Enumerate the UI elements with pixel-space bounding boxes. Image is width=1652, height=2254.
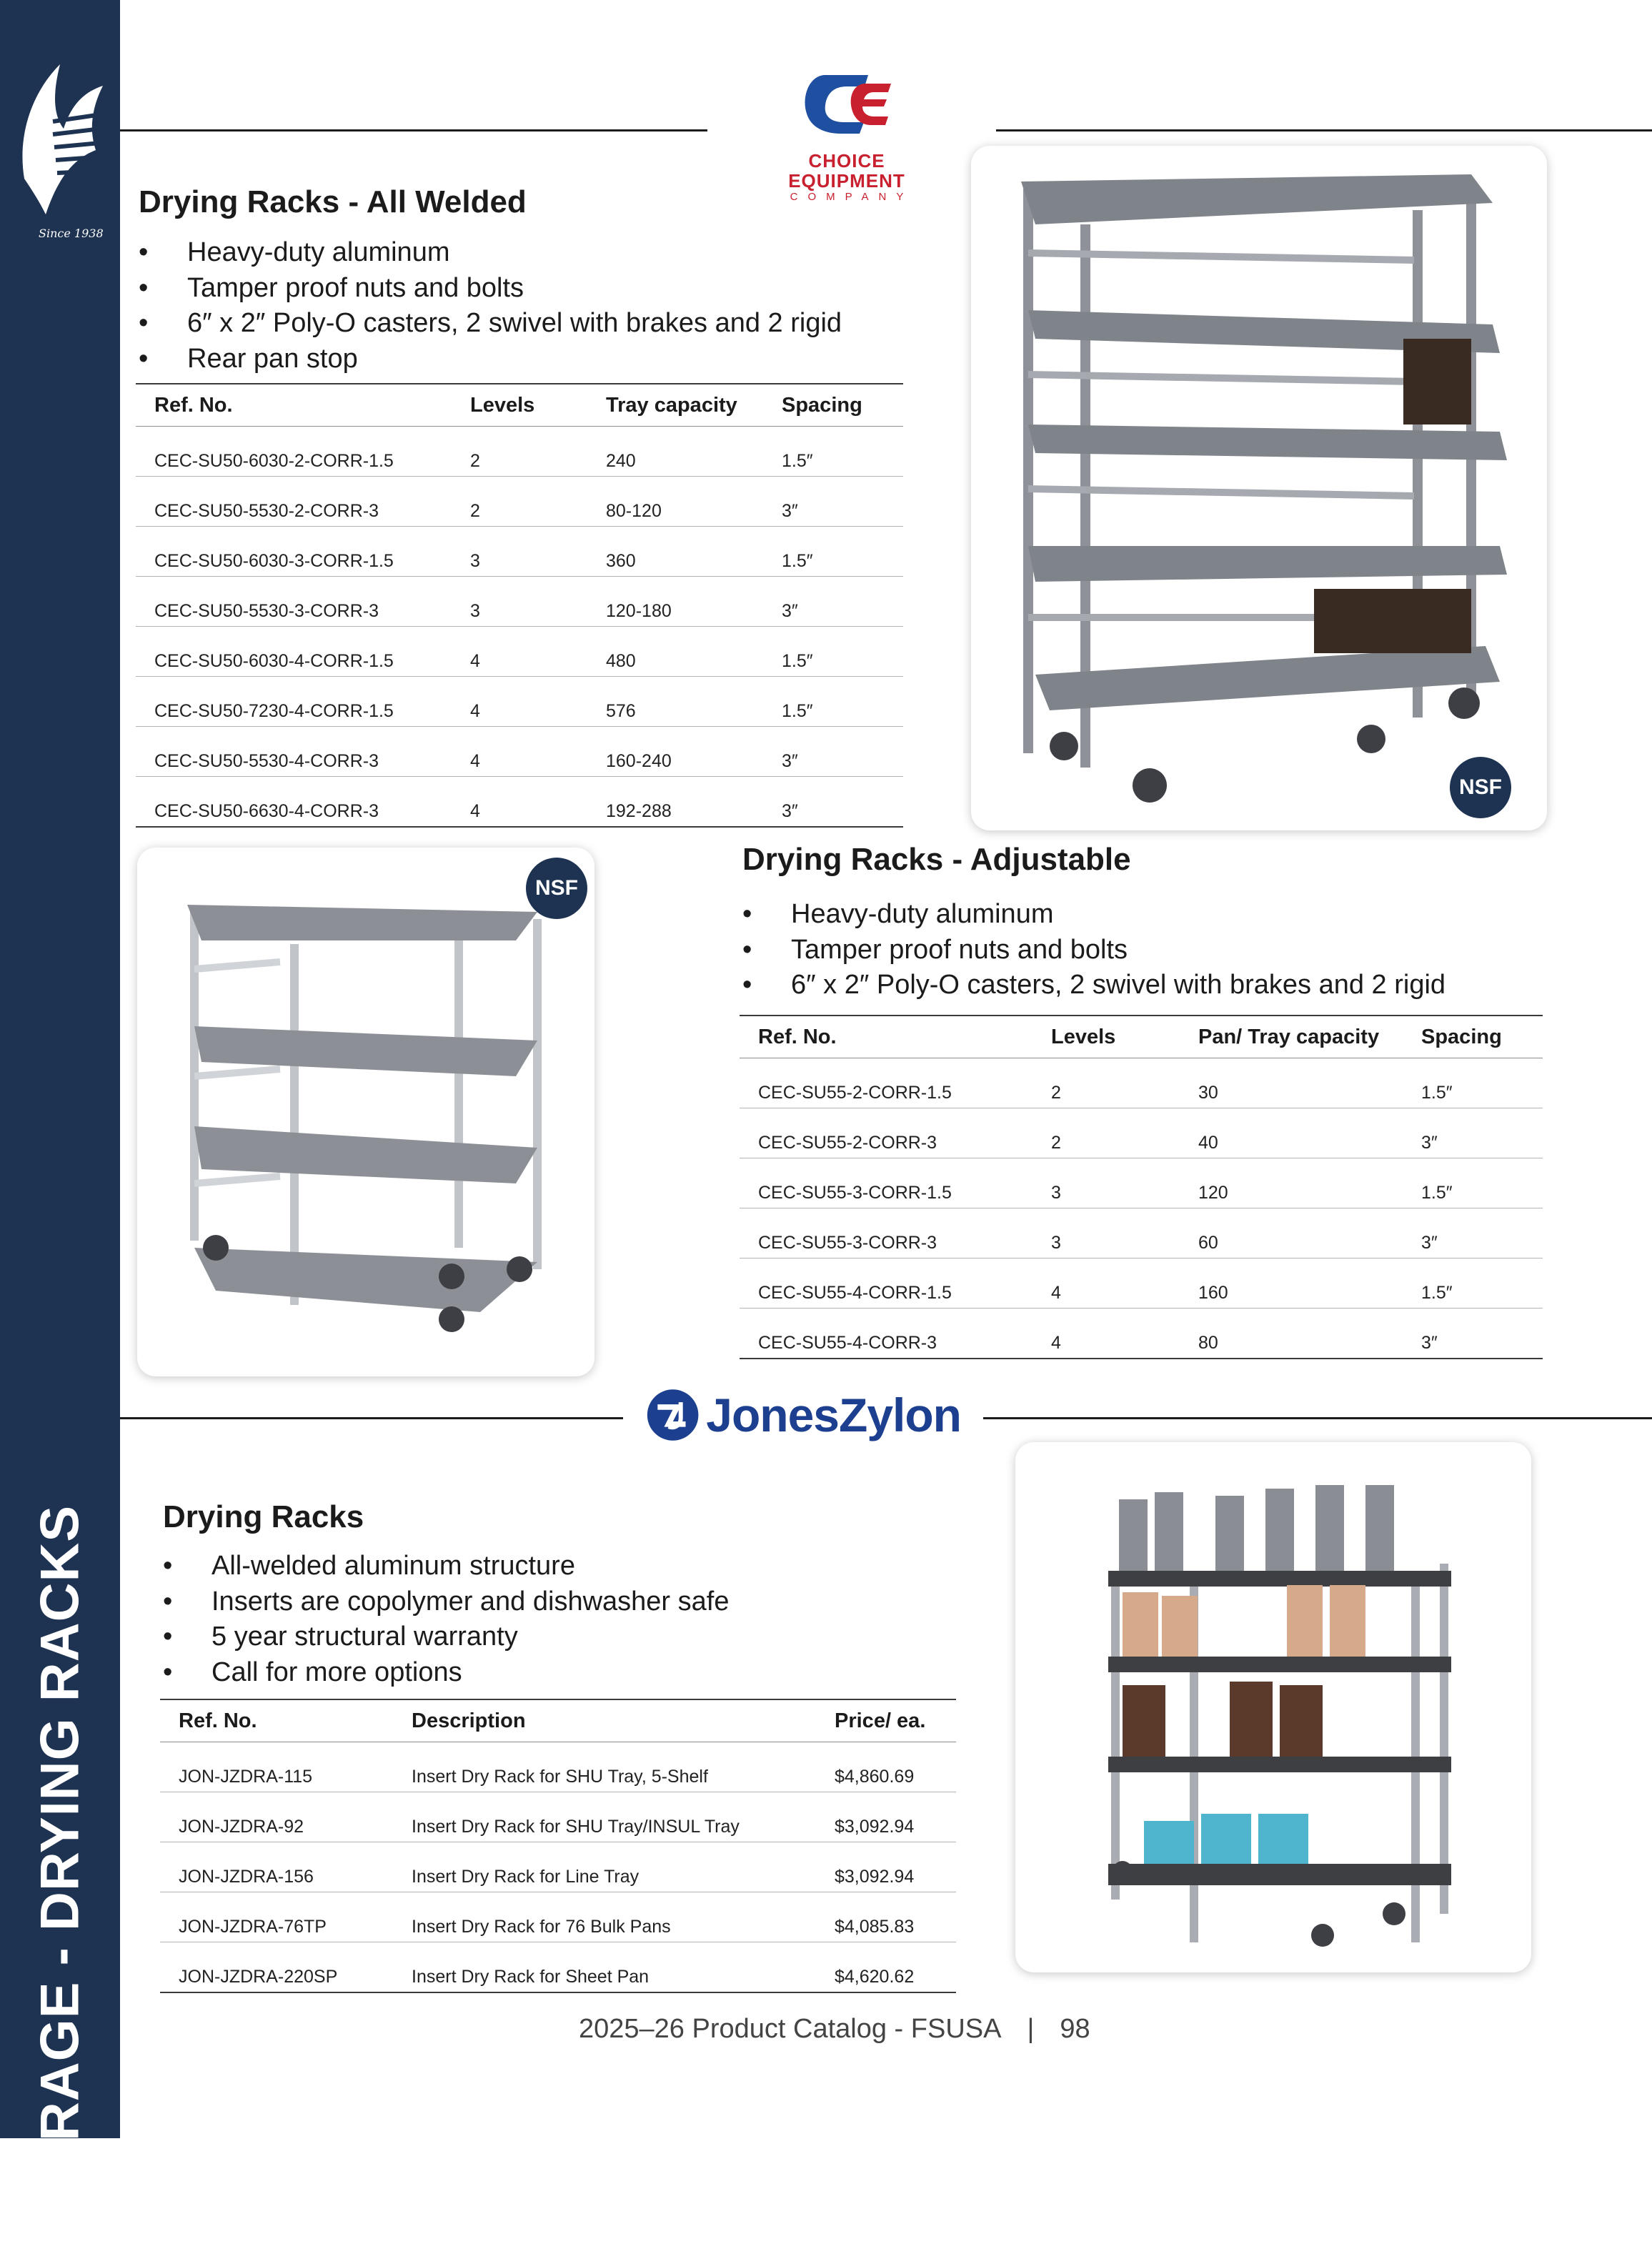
cell: 160 (1180, 1258, 1403, 1309)
table-row (136, 627, 903, 677)
cell: 40 (1180, 1108, 1403, 1158)
cell: Insert Dry Rack for SHU Tray, 5-Shelf (393, 1742, 816, 1792)
cell: 3 (452, 577, 587, 627)
sidebar (0, 0, 120, 2254)
logo-script: Since 1938 (39, 227, 104, 240)
cell: 3″ (1403, 1208, 1543, 1258)
column-header: Levels (452, 384, 587, 427)
cell: JON-JZDRA-92 (160, 1792, 393, 1842)
cell: CEC-SU50-5530-3-CORR-3 (136, 577, 452, 627)
table-row (740, 1108, 1543, 1158)
column-header: Spacing (1403, 1016, 1543, 1058)
cell: 360 (587, 527, 763, 577)
cell: 1.5″ (763, 677, 903, 727)
cell: 3 (1032, 1208, 1180, 1258)
cell: $4,620.62 (835, 1967, 915, 1987)
cell: 120-180 (587, 577, 763, 627)
cell: 240 (587, 427, 763, 477)
table-row (160, 1792, 956, 1842)
column-header: Ref. No. (136, 384, 452, 427)
cell: 3″ (1421, 1333, 1438, 1353)
column-header: Levels (1032, 1016, 1180, 1058)
cell: $4,860.69 (816, 1742, 956, 1792)
cell: JON-JZDRA-220SP (179, 1967, 338, 1987)
list-item: • 6″ x 2″ Poly-O casters, 2 swivel with brakes and 2 rigid (742, 968, 1446, 1003)
nsf-badge: NSF (1450, 757, 1511, 818)
cell: 60 (1180, 1208, 1403, 1258)
cell: 3″ (763, 577, 903, 627)
column-header: Ref. No. (740, 1016, 1032, 1058)
cell: CEC-SU50-5530-4-CORR-3 (136, 727, 452, 777)
cell: 576 (587, 677, 763, 727)
cell: CEC-SU50-6630-4-CORR-3 (154, 801, 379, 821)
divider (983, 1417, 1652, 1419)
cell: 1.5″ (763, 427, 903, 477)
cell: 3 (452, 527, 587, 577)
feature-list (163, 1549, 729, 1690)
column-header: Price/ ea. (816, 1699, 956, 1742)
list-item: • 5 year structural warranty (163, 1619, 729, 1655)
column-header: Tray capacity (587, 384, 763, 427)
section-title: Drying Racks - All Welded (139, 184, 527, 219)
list-item: • All-welded aluminum structure (163, 1549, 729, 1584)
list-item: • Heavy-duty aluminum (139, 235, 842, 271)
table-header-row (160, 1699, 956, 1742)
cell: 80-120 (587, 477, 763, 527)
cell: 30 (1180, 1058, 1403, 1108)
table-header-row (740, 1016, 1543, 1058)
ce-logo-icon (797, 68, 897, 151)
table-row (740, 1058, 1543, 1108)
cell: CEC-SU55-4-CORR-1.5 (740, 1258, 1032, 1309)
list-item: • Heavy-duty aluminum (742, 897, 1446, 933)
cell: 192-288 (606, 801, 672, 821)
product-photo-insert-rack (1015, 1442, 1531, 1972)
cell: CEC-SU55-2-CORR-3 (740, 1108, 1032, 1158)
cell: 4 (452, 677, 587, 727)
catalog-label: 2025–26 Product Catalog - FSUSA (579, 2014, 1002, 2044)
cell: 4 (452, 727, 587, 777)
table-row (160, 1842, 956, 1892)
cell: 2 (452, 477, 587, 527)
feature-list (139, 235, 842, 377)
table-row (136, 577, 903, 627)
brand-sub: COMPANY (790, 191, 914, 203)
joneszylon-logo (647, 1383, 961, 1447)
cell: JON-JZDRA-156 (160, 1842, 393, 1892)
list-item: • Tamper proof nuts and bolts (742, 933, 1446, 968)
list-item: • Tamper proof nuts and bolts (139, 271, 842, 307)
divider (996, 129, 1652, 131)
cell: 1.5″ (763, 527, 903, 577)
cell: 1.5″ (1403, 1058, 1543, 1108)
spec-table (740, 1015, 1543, 1359)
divider (120, 1417, 623, 1419)
cell: Insert Dry Rack for Sheet Pan (412, 1967, 650, 1987)
cell: CEC-SU55-2-CORR-1.5 (740, 1058, 1032, 1108)
product-photo-welded-rack (971, 146, 1547, 830)
cell: 80 (1198, 1333, 1218, 1353)
cell: Insert Dry Rack for 76 Bulk Pans (393, 1892, 816, 1942)
cell: Insert Dry Rack for SHU Tray/INSUL Tray (393, 1792, 816, 1842)
cell: 3″ (763, 727, 903, 777)
sidebar-title: STORAGE - DRYING RACKS (29, 1504, 91, 2254)
table-row (160, 1742, 956, 1792)
cell: 3″ (763, 477, 903, 527)
cell: CEC-SU50-6030-3-CORR-1.5 (136, 527, 452, 577)
cell: JON-JZDRA-115 (160, 1742, 393, 1792)
list-item: • Inserts are copolymer and dishwasher safe (163, 1584, 729, 1620)
cell: JON-JZDRA-76TP (160, 1892, 393, 1942)
table-row (160, 1942, 956, 1993)
list-item: • 6″ x 2″ Poly-O casters, 2 swivel with brakes and 2 rigid (139, 306, 842, 342)
cell: $4,085.83 (816, 1892, 956, 1942)
cell: 2 (1032, 1108, 1180, 1158)
cell: Insert Dry Rack for Line Tray (393, 1842, 816, 1892)
cell: CEC-SU55-4-CORR-3 (758, 1333, 937, 1353)
cell: 3″ (782, 801, 798, 821)
cell: 2 (452, 427, 587, 477)
cell: 480 (587, 627, 763, 677)
spec-table (136, 383, 903, 828)
section-title: Drying Racks - Adjustable (742, 842, 1131, 877)
cell: 4 (452, 627, 587, 677)
choice-equipment-logo (750, 68, 943, 203)
table-row (136, 477, 903, 527)
cell: 1.5″ (1403, 1158, 1543, 1208)
list-item: • Call for more options (163, 1655, 729, 1691)
cell: 4 (1032, 1258, 1180, 1309)
jz-logo-icon (647, 1384, 699, 1446)
cell: 2 (1032, 1058, 1180, 1108)
eagle-flag-logo-icon (10, 50, 110, 257)
list-item: • Rear pan stop (139, 342, 842, 377)
column-header: Spacing (763, 384, 903, 427)
table-row (740, 1158, 1543, 1208)
column-header: Pan/ Tray capacity (1180, 1016, 1403, 1058)
cell: 120 (1180, 1158, 1403, 1208)
cell: CEC-SU55-3-CORR-1.5 (740, 1158, 1032, 1208)
brand-name: CHOICE EQUIPMENT (788, 150, 905, 192)
price-table (160, 1699, 956, 1993)
product-photo-adjustable-rack (137, 848, 594, 1376)
cell: CEC-SU50-5530-2-CORR-3 (136, 477, 452, 527)
cell: $3,092.94 (816, 1842, 956, 1892)
brand-name: JonesZylon (706, 1389, 961, 1441)
welded-rack-image (971, 146, 1547, 830)
table-row (160, 1892, 956, 1942)
section-title: Drying Racks (163, 1499, 364, 1534)
column-header: Ref. No. (160, 1699, 393, 1742)
table-header-row (136, 384, 903, 427)
table-row (136, 427, 903, 477)
cell: 160-240 (587, 727, 763, 777)
column-header: Description (393, 1699, 816, 1742)
page-footer (579, 2014, 1090, 2045)
table-row (740, 1309, 1543, 1359)
divider (120, 129, 707, 131)
cell: 3″ (1403, 1108, 1543, 1158)
table-row (136, 777, 903, 828)
adjustable-rack-image (137, 848, 594, 1376)
cell: 4 (470, 801, 480, 821)
cell: CEC-SU50-6030-2-CORR-1.5 (136, 427, 452, 477)
feature-list (742, 897, 1446, 1003)
footer-separator: | (1027, 2014, 1035, 2044)
cell: 1.5″ (763, 627, 903, 677)
table-row (740, 1258, 1543, 1309)
table-row (740, 1208, 1543, 1258)
cell: CEC-SU55-3-CORR-3 (740, 1208, 1032, 1258)
cell: 4 (1051, 1333, 1061, 1353)
cell: CEC-SU50-6030-4-CORR-1.5 (136, 627, 452, 677)
table-row (136, 527, 903, 577)
table-row (136, 727, 903, 777)
cell: CEC-SU50-7230-4-CORR-1.5 (136, 677, 452, 727)
cell: 3 (1032, 1158, 1180, 1208)
cell: 1.5″ (1403, 1258, 1543, 1309)
insert-rack-image (1015, 1442, 1531, 1972)
page-number: 98 (1060, 2014, 1090, 2044)
nsf-badge: NSF (526, 858, 587, 919)
cell: $3,092.94 (816, 1792, 956, 1842)
table-row (136, 677, 903, 727)
